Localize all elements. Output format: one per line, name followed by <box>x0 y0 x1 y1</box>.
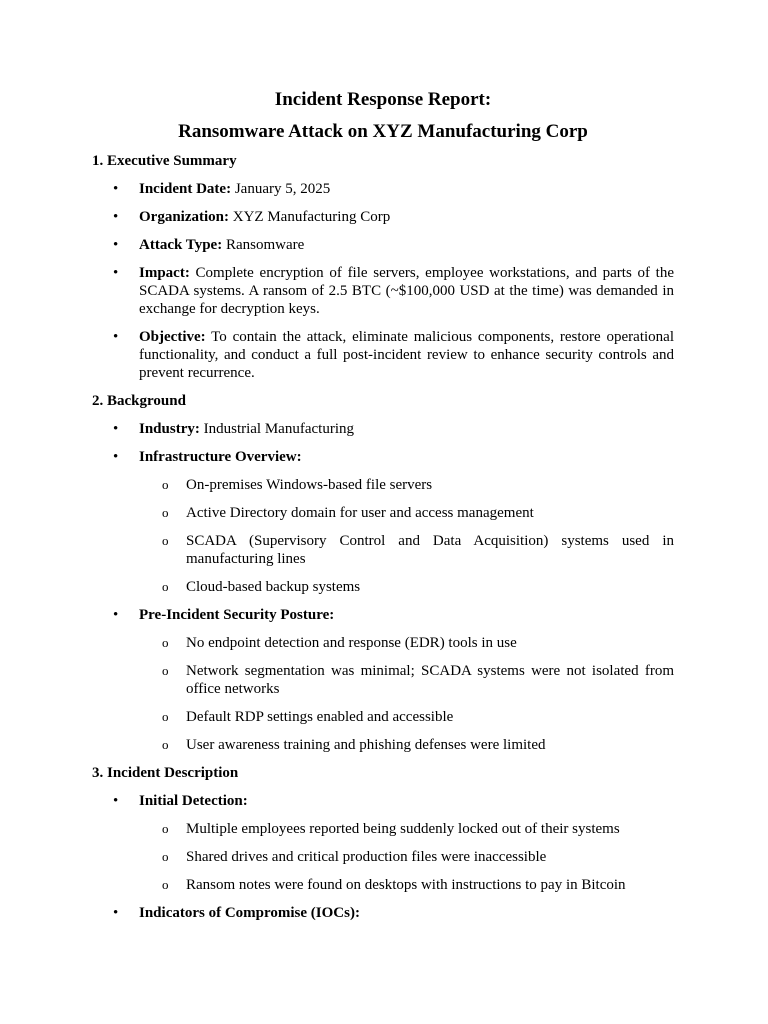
sub-list-item: o No endpoint detection and response (EDR) tools in use <box>92 634 674 652</box>
sub-list <box>139 820 674 894</box>
section-heading: 1. Executive Summary <box>92 153 237 169</box>
list-item <box>92 264 674 318</box>
sub-list <box>139 634 674 754</box>
sub-list-item: o Multiple employees reported being suddenly locked out of their systems <box>92 820 674 838</box>
section-incident-description <box>92 764 674 922</box>
item-text: January 5, 2025 <box>231 181 331 197</box>
item-text: Industrial Manufacturing <box>199 421 354 437</box>
section-background <box>92 392 674 754</box>
sub-list-item: o Shared drives and critical production files were inaccessible <box>92 848 674 866</box>
sub-list-item: o Network segmentation was minimal; SCADA systems were not isolated from office networks <box>92 662 674 698</box>
sub-list-item: o Cloud-based backup systems <box>92 578 674 596</box>
list-item <box>92 208 674 226</box>
item-label: Industry: <box>139 421 200 437</box>
sub-list <box>139 476 674 596</box>
bullet-list <box>92 792 674 922</box>
list-item <box>92 448 674 596</box>
item-label: Impact: <box>139 265 190 281</box>
report-title: Incident Response Report: <box>274 89 492 110</box>
item-text: Ransomware <box>222 237 305 253</box>
item-label: Attack Type: <box>139 237 223 253</box>
section-heading: 2. Background <box>92 393 186 409</box>
list-item <box>92 328 674 382</box>
sub-list-item: o User awareness training and phishing defenses were limited <box>92 736 674 754</box>
item-label: Objective: <box>139 329 206 345</box>
list-item <box>92 420 674 438</box>
sub-list-item: o Active Directory domain for user and access management <box>92 504 674 522</box>
list-item <box>92 606 674 754</box>
bullet-list <box>92 420 674 754</box>
document-page <box>92 88 674 932</box>
section-executive-summary <box>92 152 674 382</box>
item-label: Incident Date: <box>139 181 232 197</box>
list-item <box>92 236 674 254</box>
sub-list-item: o On-premises Windows-based file servers <box>92 476 674 494</box>
bullet-list <box>92 180 674 382</box>
section-heading: 3. Incident Description <box>92 765 239 781</box>
item-text: Complete encryption of file servers, employee workstations, and parts of the SCADA systems. A ransom of 2.5 BTC (~$100,000 USD at the time) was demanded in exchange for decryption keys. <box>139 265 674 317</box>
item-label: Organization: <box>139 209 229 225</box>
sub-list-item: o SCADA (Supervisory Control and Data Acquisition) systems used in manufacturing lines <box>92 532 674 568</box>
sub-list-item: o Default RDP settings enabled and accessible <box>92 708 674 726</box>
item-label: Indicators of Compromise (IOCs): <box>139 905 360 921</box>
list-item <box>92 904 674 922</box>
sub-list-item: o Ransom notes were found on desktops with instructions to pay in Bitcoin <box>92 876 674 894</box>
list-item <box>92 792 674 894</box>
report-subtitle: Ransomware Attack on XYZ Manufacturing Corp <box>178 121 588 142</box>
item-label: Pre-Incident Security Posture: <box>139 607 335 623</box>
item-label: Initial Detection: <box>139 793 248 809</box>
item-label: Infrastructure Overview: <box>139 449 302 465</box>
item-text: XYZ Manufacturing Corp <box>229 209 391 225</box>
list-item <box>92 180 674 198</box>
item-text: To contain the attack, eliminate malicious components, restore operational functionality, and conduct a full post-incident review to enhance security controls and prevent recurrence. <box>139 329 674 381</box>
